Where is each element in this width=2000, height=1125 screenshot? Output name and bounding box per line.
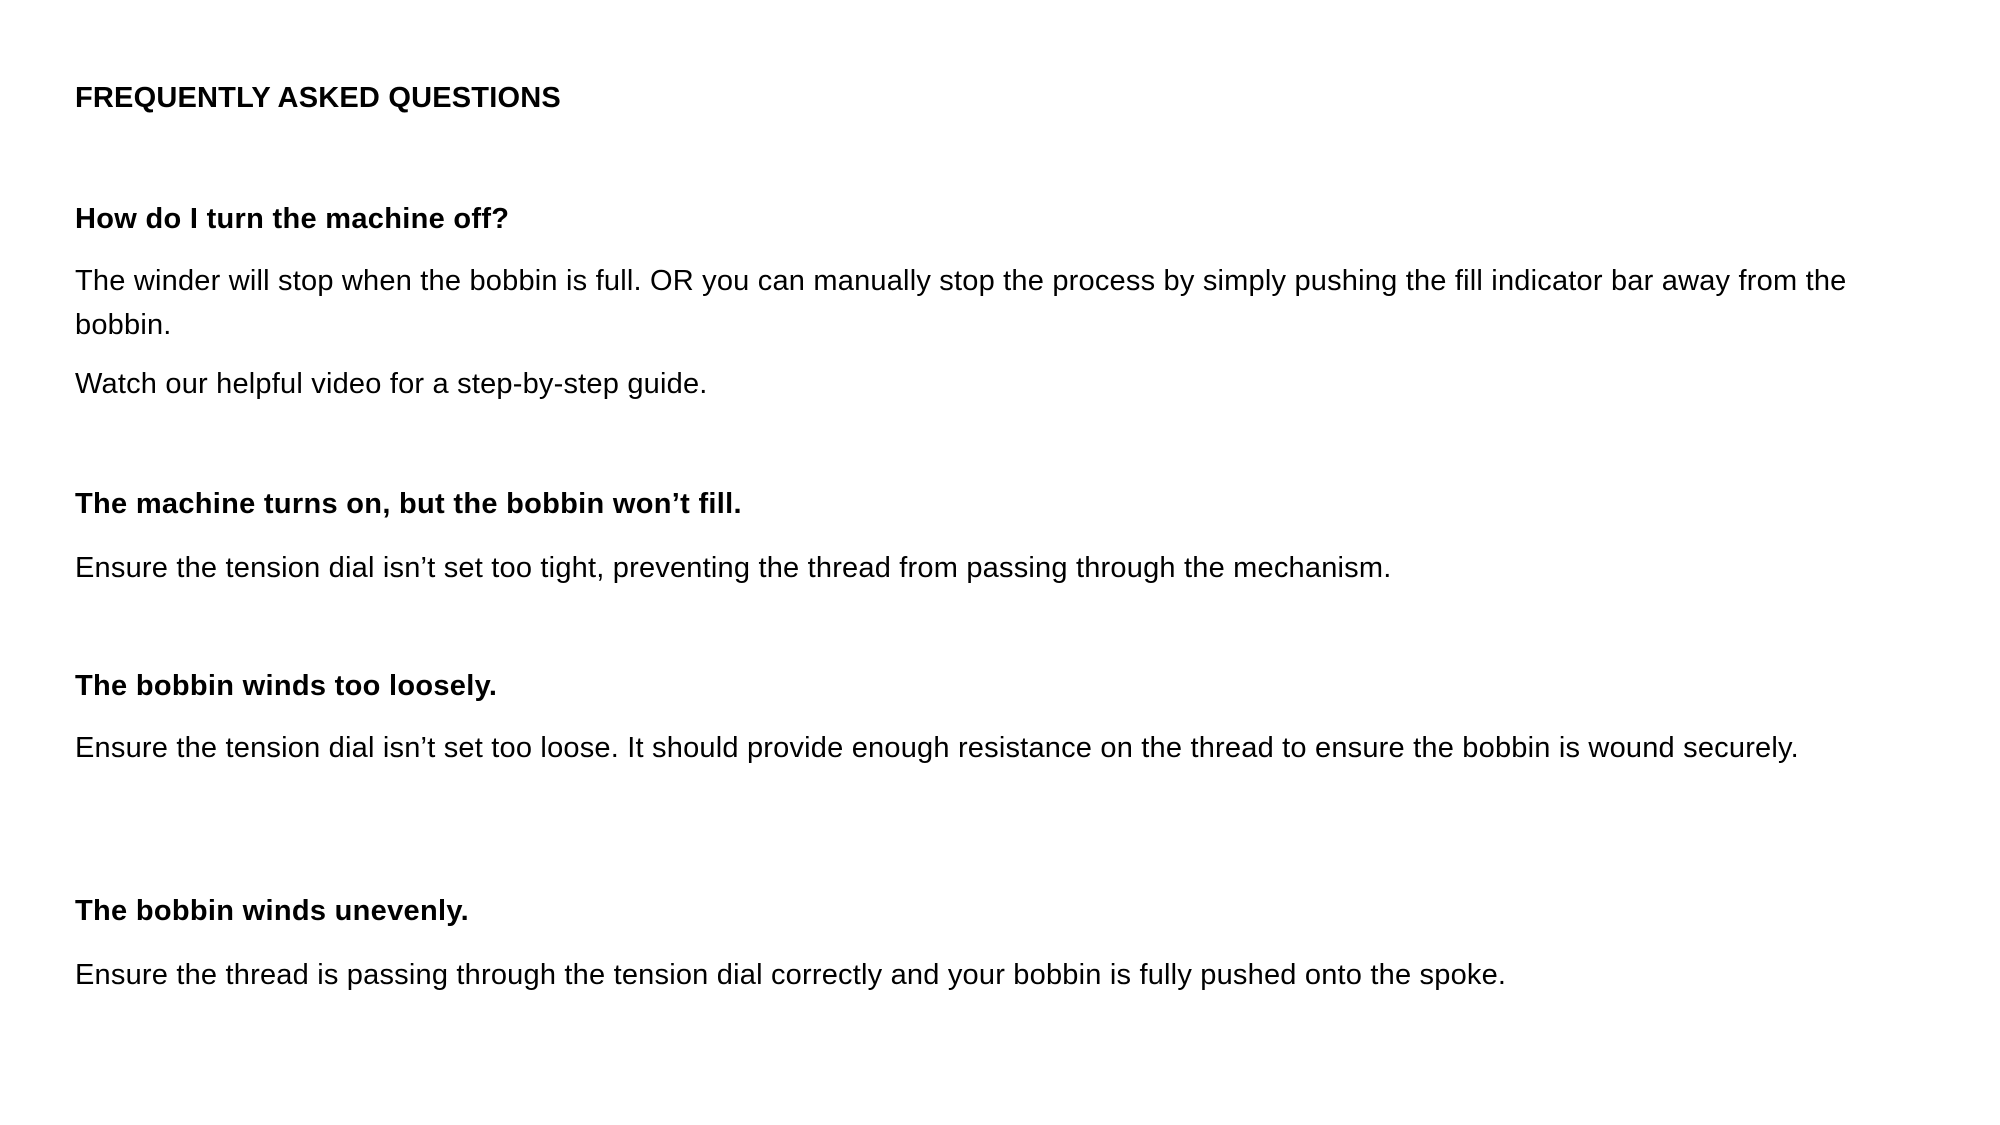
faq-question: The machine turns on, but the bobbin won’t fill. [75,488,742,520]
faq-item [75,893,1925,997]
page-title: FREQUENTLY ASKED QUESTIONS [75,82,561,114]
faq-question: The bobbin winds unevenly. [75,895,469,927]
faq-answer: Watch our helpful video for a step-by-step guide. [75,368,708,400]
faq-item [75,486,1925,590]
faq-item [75,201,1925,406]
faq-question: How do I turn the machine off? [75,203,510,235]
faq-answer: Ensure the tension dial isn’t set too loose. It should provide enough resistance on the thread to ensure the bobbin is wound securely. [75,732,1799,764]
faq-answer: The winder will stop when the bobbin is full. OR you can manually stop the process by simply pushing the fill indicator bar away from the bobbin. [75,265,1847,341]
faq-question: The bobbin winds too loosely. [75,670,498,702]
faq-item [75,668,1925,770]
faq-answer: Ensure the thread is passing through the tension dial correctly and your bobbin is fully pushed onto the spoke. [75,959,1507,991]
faq-answer: Ensure the tension dial isn’t set too tight, preventing the thread from passing through the mechanism. [75,552,1392,584]
